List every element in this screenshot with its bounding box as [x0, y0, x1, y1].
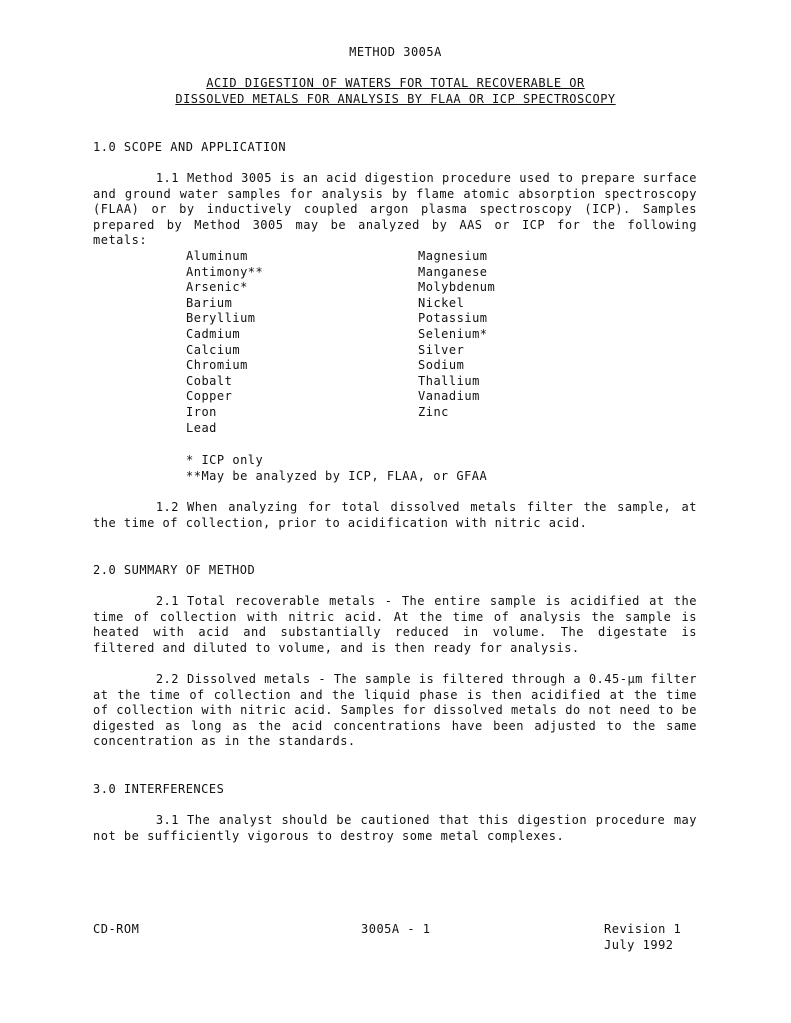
- paragraph-text: Dissolved metals - The sample is filtered through a 0.45-µm filter at the time of collection and the liquid phase is then acidified at the time of collection with nitric acid. Samples for dissolved metals do not need to be digested as long as the acid concentrations have been adjusted to the same concentration as in the standards.: [93, 672, 697, 749]
- section-heading-interferences: 3.0 INTERFERENCES: [93, 782, 225, 796]
- paragraph-text: Method 3005 is an acid digestion procedure used to prepare surface and ground water samples for analysis by flame atomic absorption spectroscopy (FLAA) or by inductively coupled argon plasma spectroscopy (ICP). Samples prepared by Method 3005 may be analyzed by AAS or ICP for the following metals:: [93, 171, 697, 248]
- paragraph-number: 1.1: [155, 171, 179, 185]
- footnote-icp-only: * ICP only: [186, 453, 264, 467]
- list-item: Nickel: [418, 295, 465, 310]
- paragraph-text: When analyzing for total dissolved metals filter the sample, at the time of collection, prior to acidification with nitric acid.: [93, 500, 697, 530]
- list-item: Selenium*: [418, 326, 488, 341]
- metals-footnotes: [186, 453, 487, 484]
- section-heading-scope: 1.0 SCOPE AND APPLICATION: [93, 140, 287, 154]
- paragraph-2-2: [93, 672, 697, 750]
- paragraph-3-1: [93, 813, 697, 844]
- list-item: Copper: [186, 389, 233, 404]
- list-item: Molybdenum: [418, 280, 496, 295]
- metals-list-col1: [186, 249, 263, 436]
- list-item: Beryllium: [186, 311, 256, 326]
- paragraph-text: Total recoverable metals - The entire sample is acidified at the time of collection with nitric acid. At the time of analysis the sample is heated with acid and substantially reduced in volume. The digestate is filtered and diluted to volume, and is then ready for analysis.: [93, 594, 697, 655]
- footer-revision: [604, 922, 681, 953]
- list-item: Iron: [186, 404, 217, 419]
- list-item: Sodium: [418, 358, 465, 373]
- revision-label: Revision 1: [604, 922, 682, 936]
- metals-list-col2: [418, 249, 495, 421]
- paragraph-1-2: [93, 500, 697, 531]
- paragraph-1-1: [93, 171, 697, 249]
- list-item: Silver: [418, 342, 465, 357]
- paragraph-number: 1.2: [155, 500, 179, 514]
- paragraph-number: 3.1: [155, 813, 179, 827]
- list-item: Cadmium: [186, 326, 241, 341]
- paragraph-number: 2.1: [155, 594, 179, 608]
- list-item: Cobalt: [186, 373, 233, 388]
- list-item: Potassium: [418, 311, 488, 326]
- list-item: Barium: [186, 295, 233, 310]
- list-item: Chromium: [186, 358, 248, 373]
- method-title: METHOD 3005A: [349, 45, 442, 59]
- footer-page-number: 3005A - 1: [361, 922, 431, 936]
- list-item: Antimony**: [186, 264, 264, 279]
- paragraph-2-1: [93, 594, 697, 656]
- section-heading-summary: 2.0 SUMMARY OF METHOD: [93, 563, 256, 577]
- document-title-line1: ACID DIGESTION OF WATERS FOR TOTAL RECOVERABLE OR: [206, 76, 585, 90]
- document-title-line2: DISSOLVED METALS FOR ANALYSIS BY FLAA OR ICP SPECTROSCOPY: [175, 92, 616, 106]
- footer-source: CD-ROM: [93, 922, 140, 936]
- paragraph-number: 2.2: [155, 672, 179, 686]
- list-item: Arsenic*: [186, 280, 248, 295]
- revision-date: July 1992: [604, 937, 674, 952]
- paragraph-text: The analyst should be cautioned that this digestion procedure may not be sufficiently vigorous to destroy some metal complexes.: [93, 813, 697, 843]
- list-item: Vanadium: [418, 389, 480, 404]
- list-item: Lead: [186, 420, 217, 435]
- list-item: Aluminum: [186, 249, 248, 263]
- footnote-gfaa: **May be analyzed by ICP, FLAA, or GFAA: [186, 468, 488, 483]
- list-item: Manganese: [418, 264, 488, 279]
- list-item: Thallium: [418, 373, 480, 388]
- list-item: Zinc: [418, 404, 449, 419]
- list-item: Magnesium: [418, 249, 488, 263]
- list-item: Calcium: [186, 342, 241, 357]
